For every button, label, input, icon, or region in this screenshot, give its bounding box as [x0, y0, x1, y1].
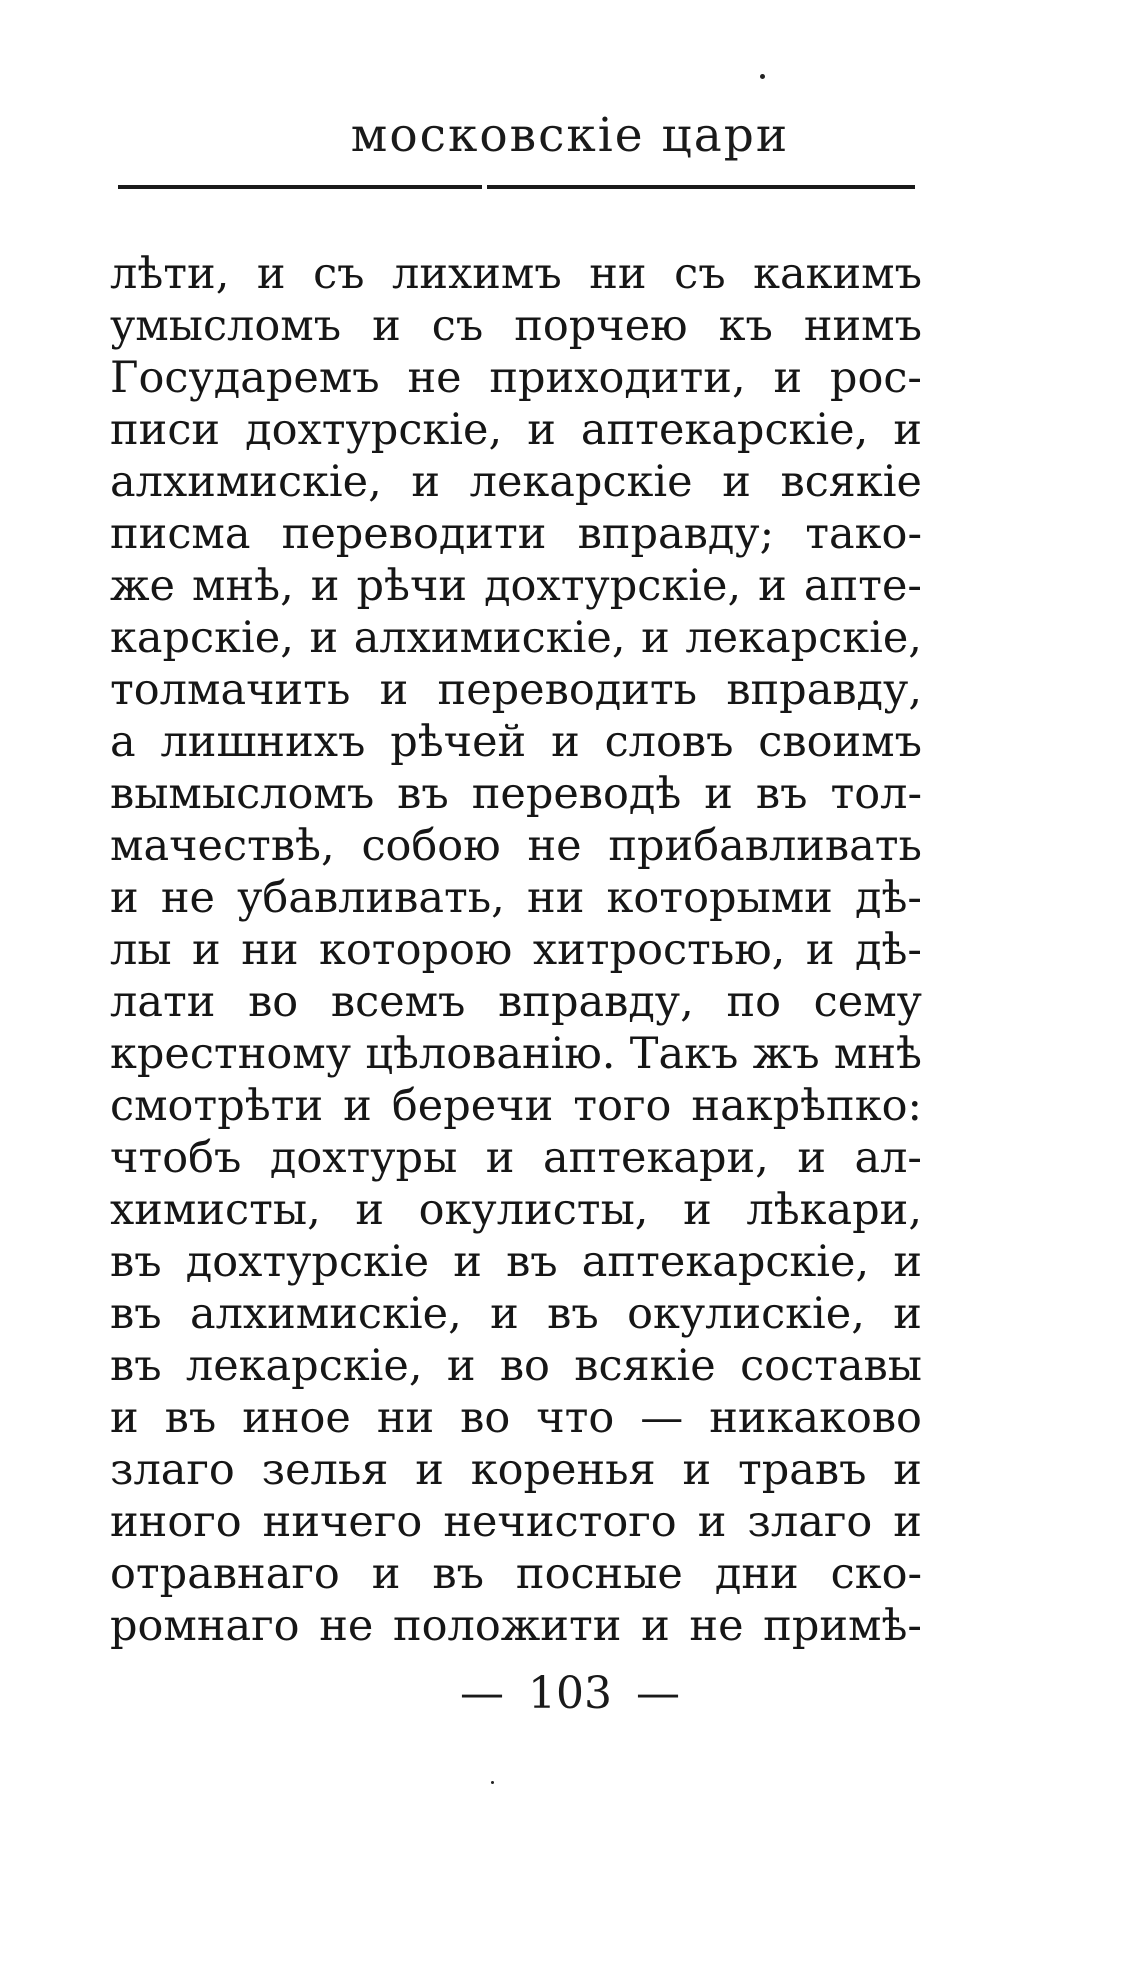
word: карскіе,: [110, 613, 294, 663]
word: алхимискіе,: [189, 1289, 462, 1339]
word: ни: [527, 873, 585, 923]
word: рѣчи: [356, 561, 468, 611]
text-line: [110, 1236, 922, 1288]
word: мнѣ,: [192, 561, 294, 611]
word: дохтурскіе: [185, 1237, 430, 1287]
word: смотрѣти: [110, 1081, 324, 1131]
word: по: [726, 977, 781, 1027]
text-line: [110, 508, 922, 560]
word: ско-: [830, 1549, 922, 1599]
word: и: [192, 925, 221, 975]
word: чтобъ: [110, 1133, 242, 1183]
word: коренья: [470, 1445, 656, 1495]
running-head: московскіе цари: [350, 108, 790, 163]
word: писма: [110, 509, 251, 559]
print-speck-bottom: [491, 1781, 494, 1784]
text-line: [110, 1340, 922, 1392]
word: и: [415, 1445, 444, 1495]
word: ромнаго: [110, 1601, 300, 1651]
word: ничего: [262, 1497, 423, 1547]
text-line: [110, 976, 922, 1028]
word: и: [773, 353, 803, 403]
word: въ: [110, 1341, 162, 1391]
word: и: [893, 1237, 922, 1287]
word: въ: [755, 769, 808, 819]
word: и: [110, 873, 139, 923]
word: Такъ: [629, 1029, 739, 1079]
text-line: [110, 768, 922, 820]
word: вправду,: [498, 977, 694, 1027]
word: и: [490, 1289, 519, 1339]
word: лекарскіе,: [685, 613, 922, 663]
text-line: [110, 1288, 922, 1340]
word: мнѣ: [833, 1029, 922, 1079]
word: во: [248, 977, 299, 1027]
word: собою: [361, 821, 501, 871]
word: ни: [241, 925, 299, 975]
word: того: [573, 1081, 672, 1131]
word: аптекарскіе,: [581, 1237, 870, 1287]
word: въ: [110, 1289, 162, 1339]
word: ал-: [854, 1133, 922, 1183]
word: въ: [110, 1237, 162, 1287]
header-rule: [118, 185, 915, 189]
word: крестному: [110, 1029, 352, 1079]
word: и: [704, 769, 733, 819]
word: въ: [397, 769, 449, 819]
word: во: [460, 1393, 511, 1443]
text-line: [110, 1028, 922, 1080]
word: всякіе: [780, 457, 922, 507]
word: иное: [242, 1393, 351, 1443]
word: зелья: [261, 1445, 389, 1495]
word: посные: [515, 1549, 683, 1599]
text-line: [110, 872, 922, 924]
word: и: [683, 1185, 712, 1235]
word: и: [893, 1289, 922, 1339]
word: алхимискіе,: [110, 457, 382, 507]
word: и: [641, 1601, 670, 1651]
word: дни: [714, 1549, 799, 1599]
word: убавливать,: [237, 873, 505, 923]
word: толмачить: [110, 665, 351, 715]
word: тол-: [830, 769, 922, 819]
word: и: [453, 1237, 482, 1287]
word: лѣти,: [110, 249, 230, 299]
text-line: [110, 1080, 922, 1132]
word: и: [551, 717, 580, 767]
word: прибавливать: [608, 821, 922, 871]
word: и: [722, 457, 751, 507]
word: и: [527, 405, 556, 455]
word: не: [160, 873, 215, 923]
word: съ: [674, 249, 726, 299]
text-line: [110, 1600, 922, 1652]
text-line: [110, 664, 922, 716]
word: порчею: [514, 301, 688, 351]
word: приходити,: [489, 353, 746, 403]
text-line: [110, 560, 922, 612]
text-line: [110, 1392, 922, 1444]
word: окулисты,: [418, 1185, 649, 1235]
word: и: [310, 561, 340, 611]
word: химисты,: [110, 1185, 321, 1235]
word: что: [536, 1393, 615, 1443]
word: лекарскіе,: [185, 1341, 423, 1391]
word: накрѣпко:: [691, 1081, 922, 1131]
word: лати: [110, 977, 216, 1027]
word: и: [697, 1497, 727, 1547]
word: вправду,: [726, 665, 922, 715]
word: рѣчей: [390, 717, 527, 767]
text-line: [110, 1444, 922, 1496]
word: и: [309, 613, 339, 663]
word: въ: [547, 1289, 599, 1339]
word: которыми: [606, 873, 833, 923]
word: ни: [589, 249, 647, 299]
word: и: [641, 613, 670, 663]
word: и: [372, 301, 401, 351]
body-text: [110, 248, 922, 1652]
word: во: [499, 1341, 550, 1391]
word: и: [411, 457, 441, 507]
text-line: [110, 612, 922, 664]
word: съ: [431, 301, 484, 351]
word: ни: [376, 1393, 435, 1443]
word: злаго: [747, 1497, 873, 1547]
page-number: — 103 —: [460, 1668, 680, 1719]
word: и: [371, 1549, 401, 1599]
word: въ: [506, 1237, 558, 1287]
text-line: [110, 1184, 922, 1236]
word: дѣ-: [855, 925, 922, 975]
word: лихимъ: [392, 249, 562, 299]
word: составы: [740, 1341, 922, 1391]
word: примѣ-: [763, 1601, 922, 1651]
word: въ: [432, 1549, 484, 1599]
word: и: [485, 1133, 515, 1183]
word: своимъ: [758, 717, 922, 767]
word: же: [110, 561, 176, 611]
text-line: [110, 716, 922, 768]
word: цѣлованію.: [365, 1029, 616, 1079]
word: переводити: [281, 509, 547, 559]
word: лишнихъ: [160, 717, 366, 767]
word: никаково: [709, 1393, 922, 1443]
word: и: [758, 561, 787, 611]
word: лы: [110, 925, 172, 975]
text-line: [110, 300, 922, 352]
word: нимъ: [803, 301, 922, 351]
word: —: [640, 1393, 684, 1443]
word: и: [355, 1185, 385, 1235]
word: тако-: [805, 509, 922, 559]
print-speck-top: [760, 74, 765, 79]
word: и: [343, 1081, 372, 1131]
word: мачествѣ,: [110, 821, 335, 871]
word: отравнаго: [110, 1549, 340, 1599]
word: всякіе: [574, 1341, 716, 1391]
text-line: [110, 456, 922, 508]
word: аптекари,: [542, 1133, 769, 1183]
word: дохтурскіе,: [245, 405, 503, 455]
word: алхимискіе,: [353, 613, 626, 663]
text-line: [110, 820, 922, 872]
word: и: [256, 249, 286, 299]
word: иного: [110, 1497, 242, 1547]
word: писи: [110, 405, 221, 455]
word: и: [797, 1133, 826, 1183]
word: жъ: [752, 1029, 820, 1079]
word: и: [446, 1341, 476, 1391]
word: лѣкари,: [746, 1185, 922, 1235]
word: которою: [319, 925, 513, 975]
word: переводить: [437, 665, 698, 715]
word: дѣ-: [855, 873, 922, 923]
word: какимъ: [753, 249, 922, 299]
word: и: [379, 665, 409, 715]
word: и: [893, 1445, 922, 1495]
word: не: [407, 353, 462, 403]
word: травъ: [737, 1445, 867, 1495]
word: апте-: [803, 561, 922, 611]
text-line: [110, 352, 922, 404]
word: вымысломъ: [110, 769, 375, 819]
header-rule-break: [482, 184, 487, 190]
word: не: [527, 821, 582, 871]
word: и: [110, 1393, 139, 1443]
word: переводѣ: [471, 769, 682, 819]
word: злаго: [110, 1445, 235, 1495]
word: и: [893, 405, 922, 455]
word: не: [319, 1601, 374, 1651]
word: дохтуры: [269, 1133, 458, 1183]
word: съ: [313, 249, 365, 299]
word: рос-: [829, 353, 922, 403]
word: окулискіе,: [627, 1289, 865, 1339]
word: хитростью,: [532, 925, 786, 975]
word: Государемъ: [110, 353, 380, 403]
text-line: [110, 1496, 922, 1548]
word: словъ: [604, 717, 734, 767]
text-line: [110, 1132, 922, 1184]
word: нечистого: [443, 1497, 677, 1547]
word: дохтурскіе,: [484, 561, 742, 611]
word: аптекарскіе,: [580, 405, 869, 455]
word: не: [689, 1601, 744, 1651]
word: и: [682, 1445, 712, 1495]
word: умысломъ: [110, 301, 342, 351]
word: и: [893, 1497, 922, 1547]
word: вправду;: [577, 509, 775, 559]
word: а: [110, 717, 136, 767]
word: въ: [164, 1393, 217, 1443]
text-line: [110, 1548, 922, 1600]
word: сему: [813, 977, 922, 1027]
text-line: [110, 924, 922, 976]
word: всемъ: [330, 977, 466, 1027]
word: беречи: [391, 1081, 554, 1131]
word: положити: [393, 1601, 622, 1651]
word: лекарскіе: [469, 457, 693, 507]
word: къ: [718, 301, 773, 351]
word: и: [805, 925, 835, 975]
text-line: [110, 404, 922, 456]
text-line: [110, 248, 922, 300]
